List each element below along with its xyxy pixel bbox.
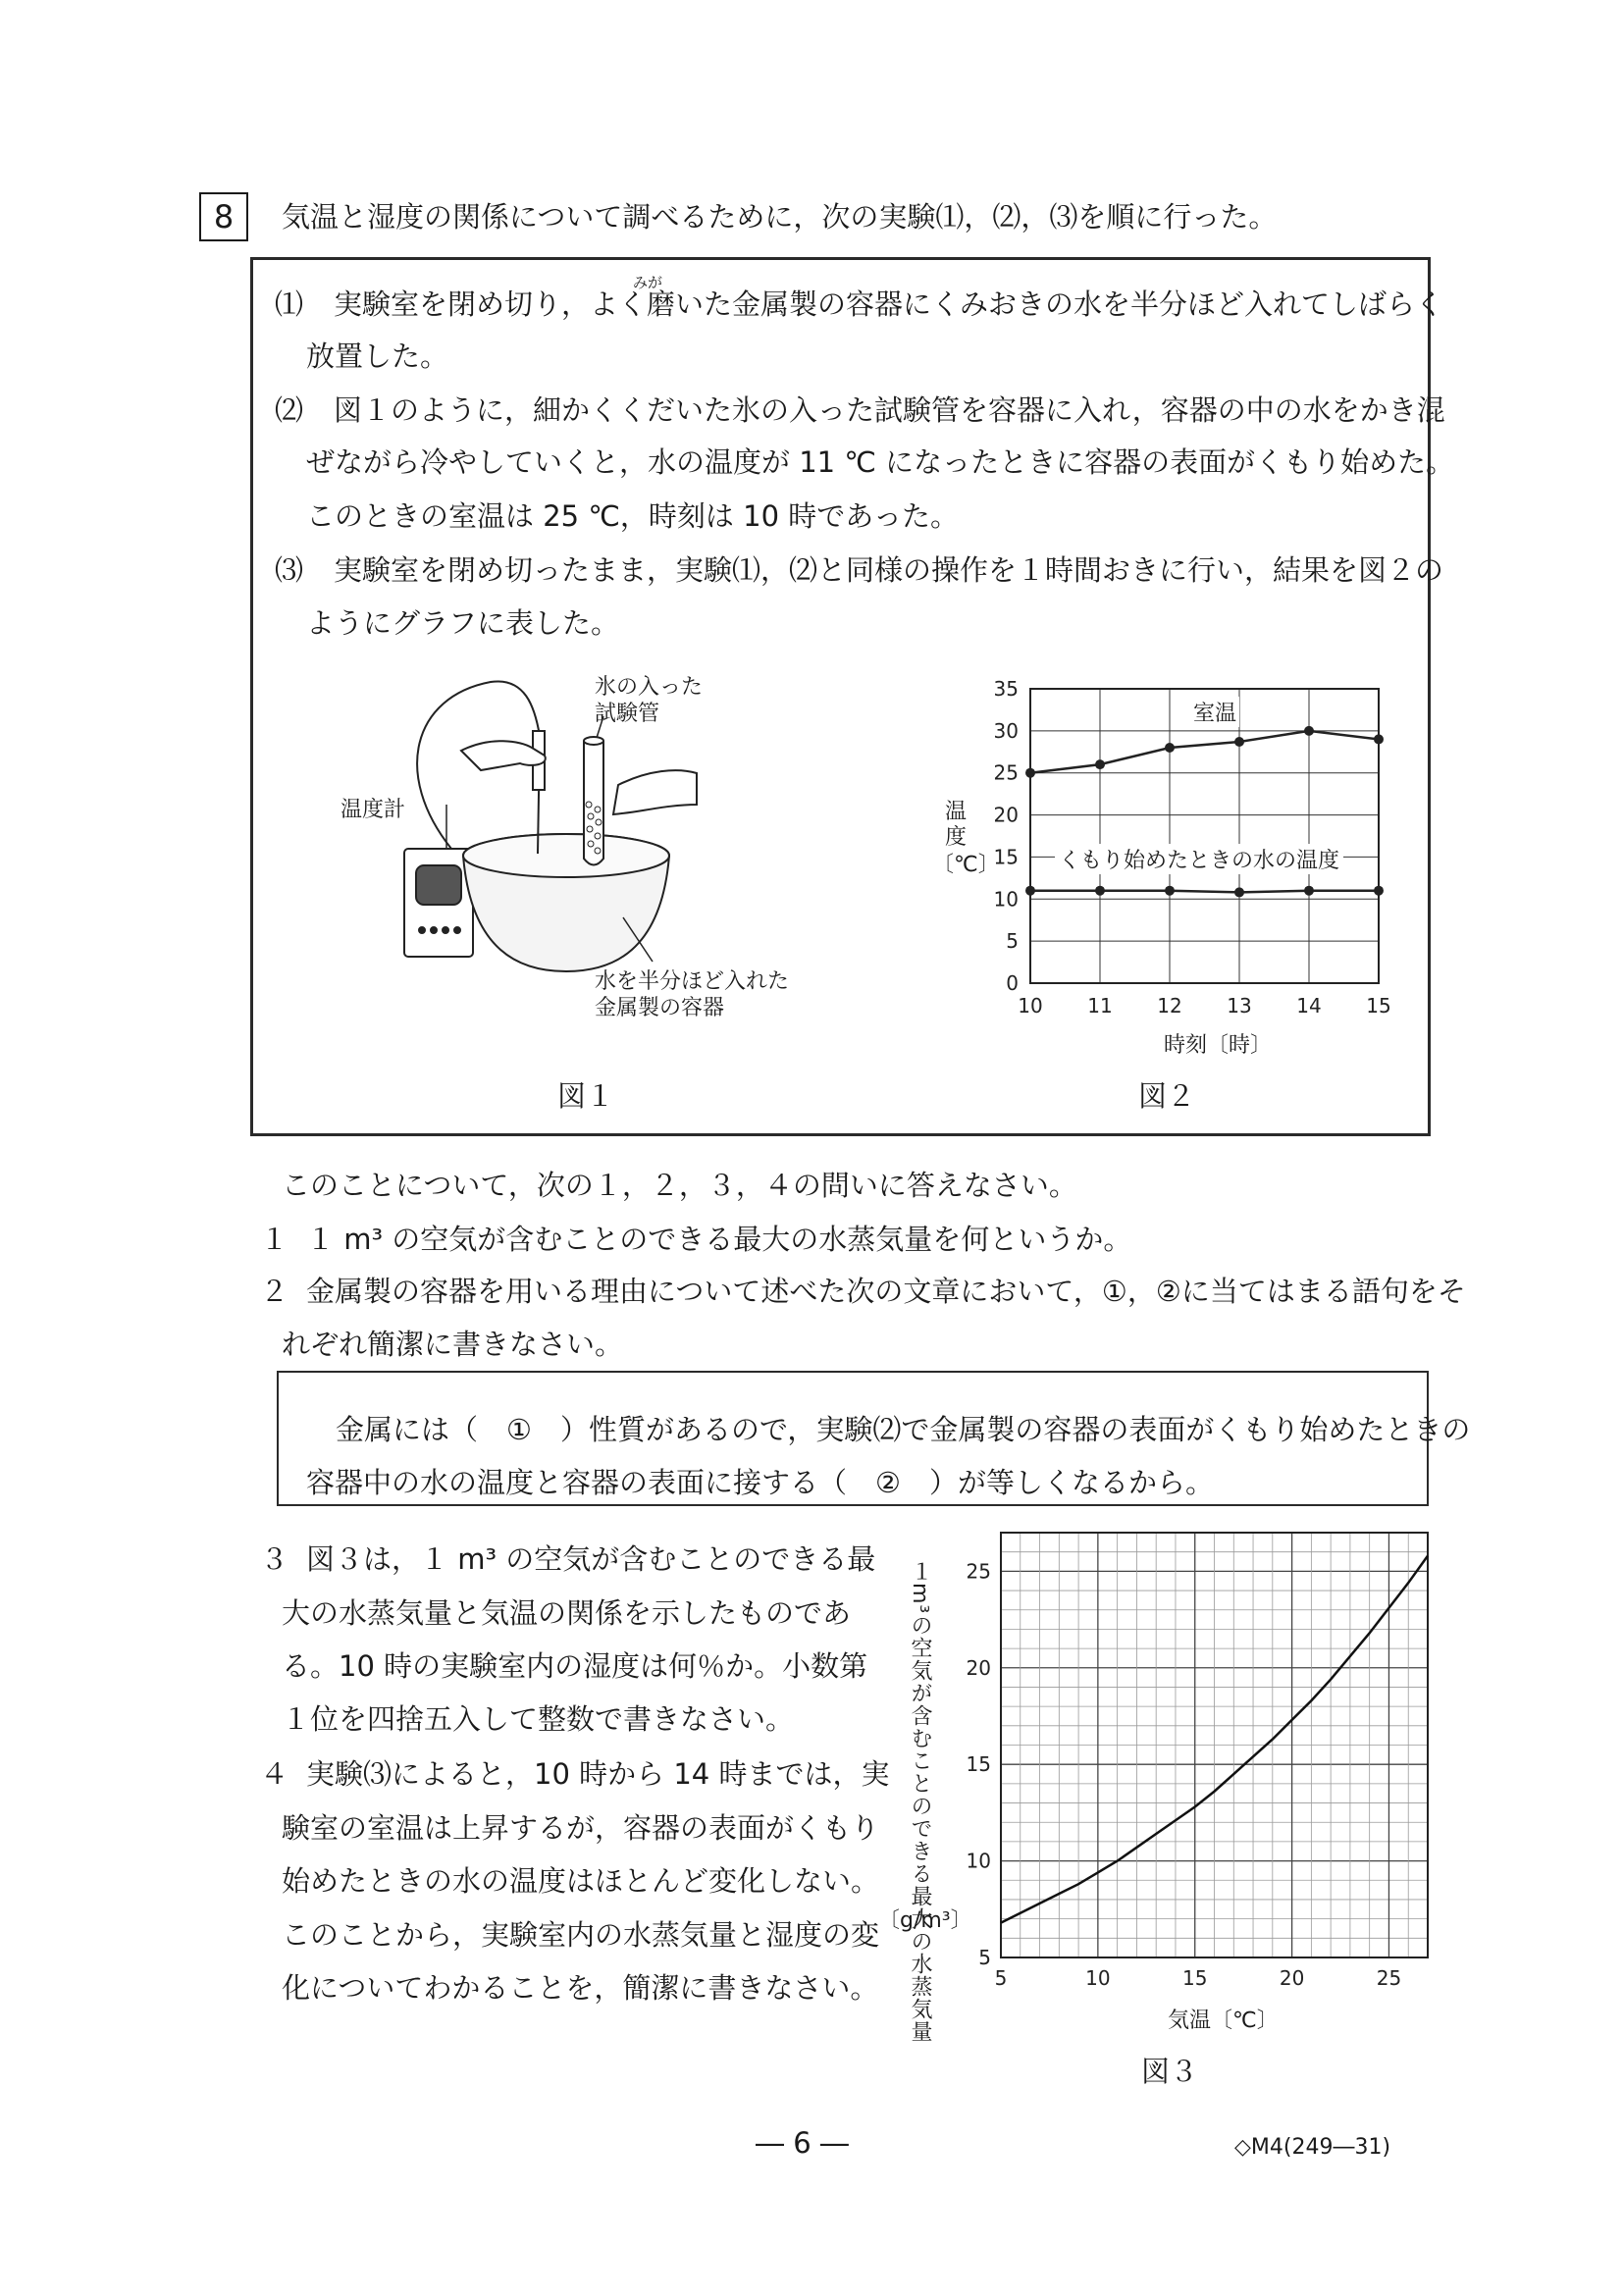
fig2-xtick: 15 [1366,994,1391,1018]
fig2-ytick: 15 [993,845,1019,869]
step1-label: ⑴ [275,287,304,321]
page-number: ― 6 ― [756,2126,849,2160]
fig2-ytick: 10 [993,887,1019,912]
fig2-xtick: 10 [1018,994,1043,1018]
q2-box-line1: 金属には（ ① ）性質があるので，実験⑵で金属製の容器の表面がくもり始めたときの [336,1413,1471,1446]
q4-line1: 実験⑶によると，10 時から 14 時までは，実 [306,1757,890,1791]
q2-box-line2: 容器中の水の温度と容器の表面に接する（ ② ）が等しくなるから。 [306,1466,1214,1499]
fig3-ytick: 5 [978,1946,991,1969]
fig2-ytick: 35 [993,677,1019,701]
step2-line1: 図１のように，細かくくだいた氷の入った試験管を容器に入れ，容器の中の水をかき混 [334,393,1445,427]
fig2-series-line-1 [1030,891,1379,893]
right-hand [613,770,697,814]
fig3-ytick: 15 [966,1752,991,1777]
fig2-ytick: 20 [993,803,1019,827]
fig2-xtick: 13 [1227,994,1252,1018]
q1-text: １ m³ の空気が含むことのできる最大の水蒸気量を何というか。 [306,1223,1132,1256]
label-container-1: 水を半分ほど入れた [595,969,790,994]
step3-line1: 実験室を閉め切ったまま，実験⑴，⑵と同様の操作を１時間おきに行い，結果を図２の [334,553,1444,587]
exam-code: ◇M4(249―31) [1234,2135,1391,2160]
fig3-xlabel: 気温〔℃〕 [1168,2009,1279,2033]
fig3-xtick: 20 [1279,1966,1305,1990]
fig2-ylabel-1: 温 [945,800,968,824]
step2-label: ⑵ [275,393,304,427]
ruby-migaku: みが [633,274,663,291]
label-container-2: 金属製の容器 [595,996,725,1020]
fig2-ylabel-2: 度 [945,825,968,850]
fig3-xtick: 10 [1085,1966,1111,1990]
question-number: 8 [199,192,248,241]
q4-line5: 化についてわかることを，簡潔に書きなさい。 [282,1971,879,2005]
fig3-ylabel-unit: 〔g/m³〕 [878,1908,972,1933]
fig2-xlabel: 時刻〔時〕 [1164,1033,1273,1058]
figure2-caption: 図２ [1138,1079,1196,1113]
label-tube-1: 氷の入った [595,675,704,700]
label-thermometer: 温度計 [340,798,406,822]
q3-line1: 図３は，１ m³ の空気が含むことのできる最 [306,1542,876,1576]
fig2-point [1374,886,1384,896]
fig2-ytick: 30 [993,718,1019,743]
fig2-point [1304,726,1314,736]
fig2-point [1095,886,1105,896]
q3-line3: る。10 時の実験室内の湿度は何％か。小数第 [282,1649,868,1683]
q4-number: ４ [260,1757,289,1791]
fig2-ytick: 0 [1006,971,1019,995]
q1-number: １ [260,1223,289,1256]
fig2-point [1304,886,1314,896]
q3-line4: １位を四捨五入して整数で書きなさい。 [282,1702,795,1736]
step1-line2: 放置した。 [306,339,449,373]
q3-line2: 大の水蒸気量と気温の関係を示したものであ [282,1596,852,1630]
q4-line4: このことから，実験室内の水蒸気量と湿度の変 [282,1918,880,1952]
step2-line2: ぜながら冷やしていくと，水の温度が 11 ℃ になったときに容器の表面がくもり始めた。 [306,445,1455,479]
fig2-series-line-0 [1030,731,1379,773]
fig3-xtick: 5 [994,1966,1008,1990]
fig3-ytick: 20 [966,1655,991,1680]
q2-line1: 金属製の容器を用いる理由について述べた次の文章において，①，②に当てはまる語句をそ [306,1275,1466,1308]
step1-line1: 実験室を閉め切り，よく磨いた金属製の容器にくみおきの水を半分ほど入れてしばらく [334,287,1444,321]
fig2-xtick: 11 [1087,994,1113,1018]
q4-line2: 験室の室温は上昇するが，容器の表面がくもり [282,1811,880,1845]
fig3-ytick: 25 [966,1559,991,1584]
fig2-water-label: くもり始めたときの水の温度 [1055,844,1343,874]
fig3-xtick: 25 [1376,1966,1402,1990]
fig2-ytick: 25 [993,760,1019,785]
fig2-point [1025,768,1035,778]
step3-line2: ようにグラフに表した。 [306,606,620,640]
fig2-point [1165,743,1175,753]
q3-number: ３ [260,1542,289,1576]
fig2-xtick: 14 [1296,994,1322,1018]
figure3-chart [942,1531,1433,2002]
fig2-room-label: 室温 [1190,697,1239,727]
fig3-ylabel: １m³の空気が含むことのできる最大の水蒸気量 [908,1560,932,2044]
fig3-ytick: 10 [966,1849,991,1873]
q4-line3: 始めたときの水の温度はほとんど変化しない。 [282,1864,880,1898]
label-tube-2: 試験管 [595,702,660,726]
q2-number: ２ [260,1275,289,1308]
fig2-xtick: 12 [1157,994,1182,1018]
fig2-ylabel-unit: 〔℃〕 [932,853,1000,877]
q2-line2: れぞれ簡潔に書きなさい。 [282,1328,624,1361]
step2-line3: このときの室温は 25 ℃，時刻は 10 時であった。 [306,499,959,533]
questions-lead: このことについて，次の１，２，３，４の問いに答えなさい。 [282,1169,1077,1202]
fig2-point [1234,737,1244,747]
fig2-point [1025,886,1035,896]
fig2-point [1165,886,1175,896]
figure3-caption: 図３ [1141,2055,1199,2088]
fig2-ytick: 5 [1006,929,1019,954]
fig2-point [1374,734,1384,744]
fig3-xtick: 15 [1182,1966,1208,1990]
step3-label: ⑶ [275,553,304,587]
figure1-caption: 図１ [557,1079,615,1113]
question-intro: 気温と湿度の関係について調べるために，次の実験⑴，⑵，⑶を順に行った。 [282,200,1278,234]
fig2-point [1234,887,1244,897]
fig2-point [1095,759,1105,769]
